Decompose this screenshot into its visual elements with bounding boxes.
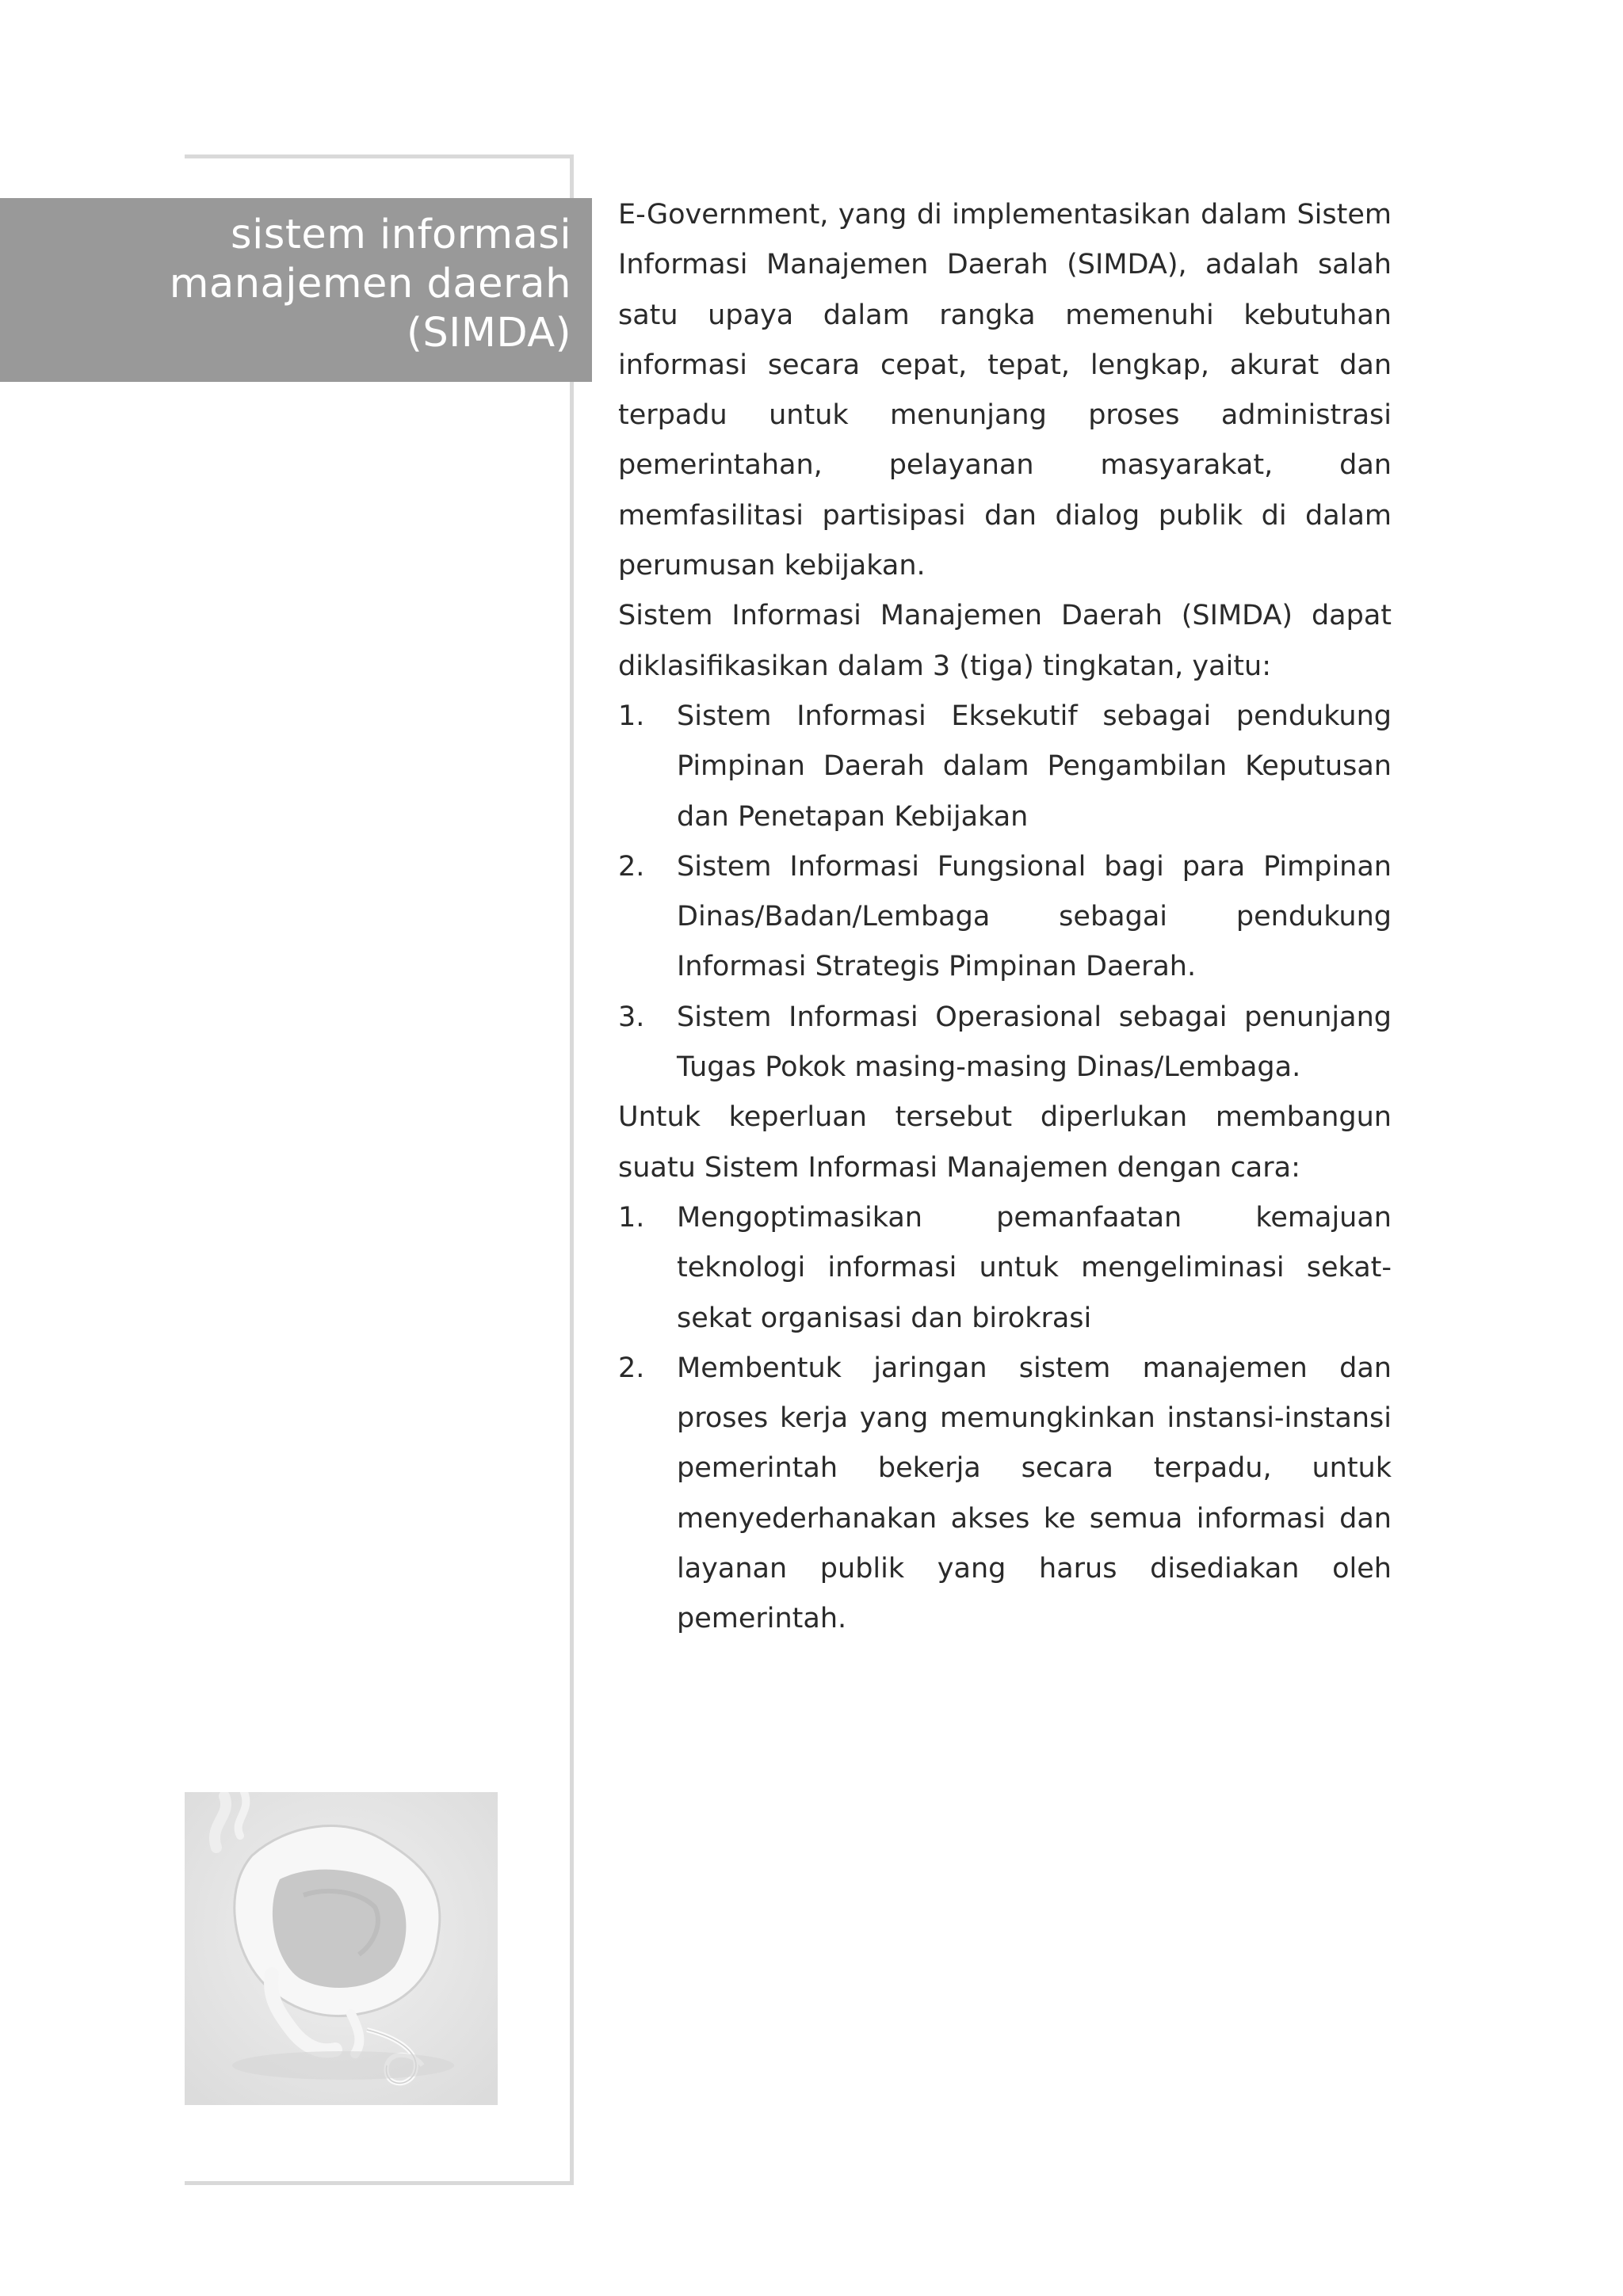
burning-monitor-photo-icon <box>185 1792 498 2105</box>
intro-paragraph: E-Government, yang di implementasikan dalam Sistem Informasi Manajemen Daerah (SIMDA), adalah salah satu upaya dalam rangka memenuhi kebutuhan informasi secara cepat, tepat, lengkap, akurat dan terpadu untuk menunjang proses administrasi pemerintahan, pelayanan masyarakat, dan memfasilitasi partisipasi dan dialog publik di dalam perumusan kebijakan. <box>618 199 1392 582</box>
section-title-line-3: (SIMDA) <box>407 310 571 357</box>
method-intro-paragraph: Untuk keperluan tersebut diperlukan membangun suatu Sistem Informasi Manajemen dengan cara: <box>618 1101 1392 1184</box>
list-item-text: Sistem Informasi Eksekutif sebagai pendukung Pimpinan Daerah dalam Pengambilan Keputusan dan Penetapan Kebijakan <box>677 700 1392 833</box>
body-content <box>618 190 1392 1645</box>
levels-list <box>618 692 1392 1093</box>
classification-intro-paragraph: Sistem Informasi Manajemen Daerah (SIMDA) dapat diklasifikasikan dalam 3 (tiga) tingkatan, yaitu: <box>618 600 1392 682</box>
section-title-line-1: sistem informasi <box>231 212 571 258</box>
frame-bottom-line <box>185 2181 574 2185</box>
list-item <box>618 842 1392 993</box>
list-item-text: Sistem Informasi Operasional sebagai penunjang Tugas Pokok masing-masing Dinas/Lembaga. <box>677 1001 1392 1084</box>
list-item-number: 2. <box>618 1352 645 1384</box>
list-item <box>618 1344 1392 1645</box>
list-item <box>618 1193 1392 1344</box>
list-item-number: 2. <box>618 850 645 883</box>
section-title-banner <box>0 198 592 382</box>
list-item <box>618 993 1392 1093</box>
methods-list <box>618 1193 1392 1645</box>
list-item-text: Mengoptimasikan pemanfaatan kemajuan teknologi informasi untuk mengeliminasi sekat-sekat organisasi dan birokrasi <box>677 1201 1392 1334</box>
list-item-text: Sistem Informasi Fungsional bagi para Pimpinan Dinas/Badan/Lembaga sebagai pendukung Informasi Strategis Pimpinan Daerah. <box>677 850 1392 983</box>
list-item-text: Membentuk jaringan sistem manajemen dan proses kerja yang memungkinkan instansi-instansi pemerintah bekerja secara terpadu, untuk menyederhanakan akses ke semua informasi dan layanan publik yang harus disediakan oleh pemerintah. <box>677 1352 1392 1635</box>
section-title-line-2: manajemen daerah <box>169 261 571 307</box>
frame-vertical-line <box>570 154 574 2185</box>
list-item <box>618 692 1392 842</box>
list-item-number: 1. <box>618 1201 645 1234</box>
list-item-number: 3. <box>618 1001 645 1033</box>
list-item-number: 1. <box>618 700 645 732</box>
frame-top-line <box>185 154 574 158</box>
